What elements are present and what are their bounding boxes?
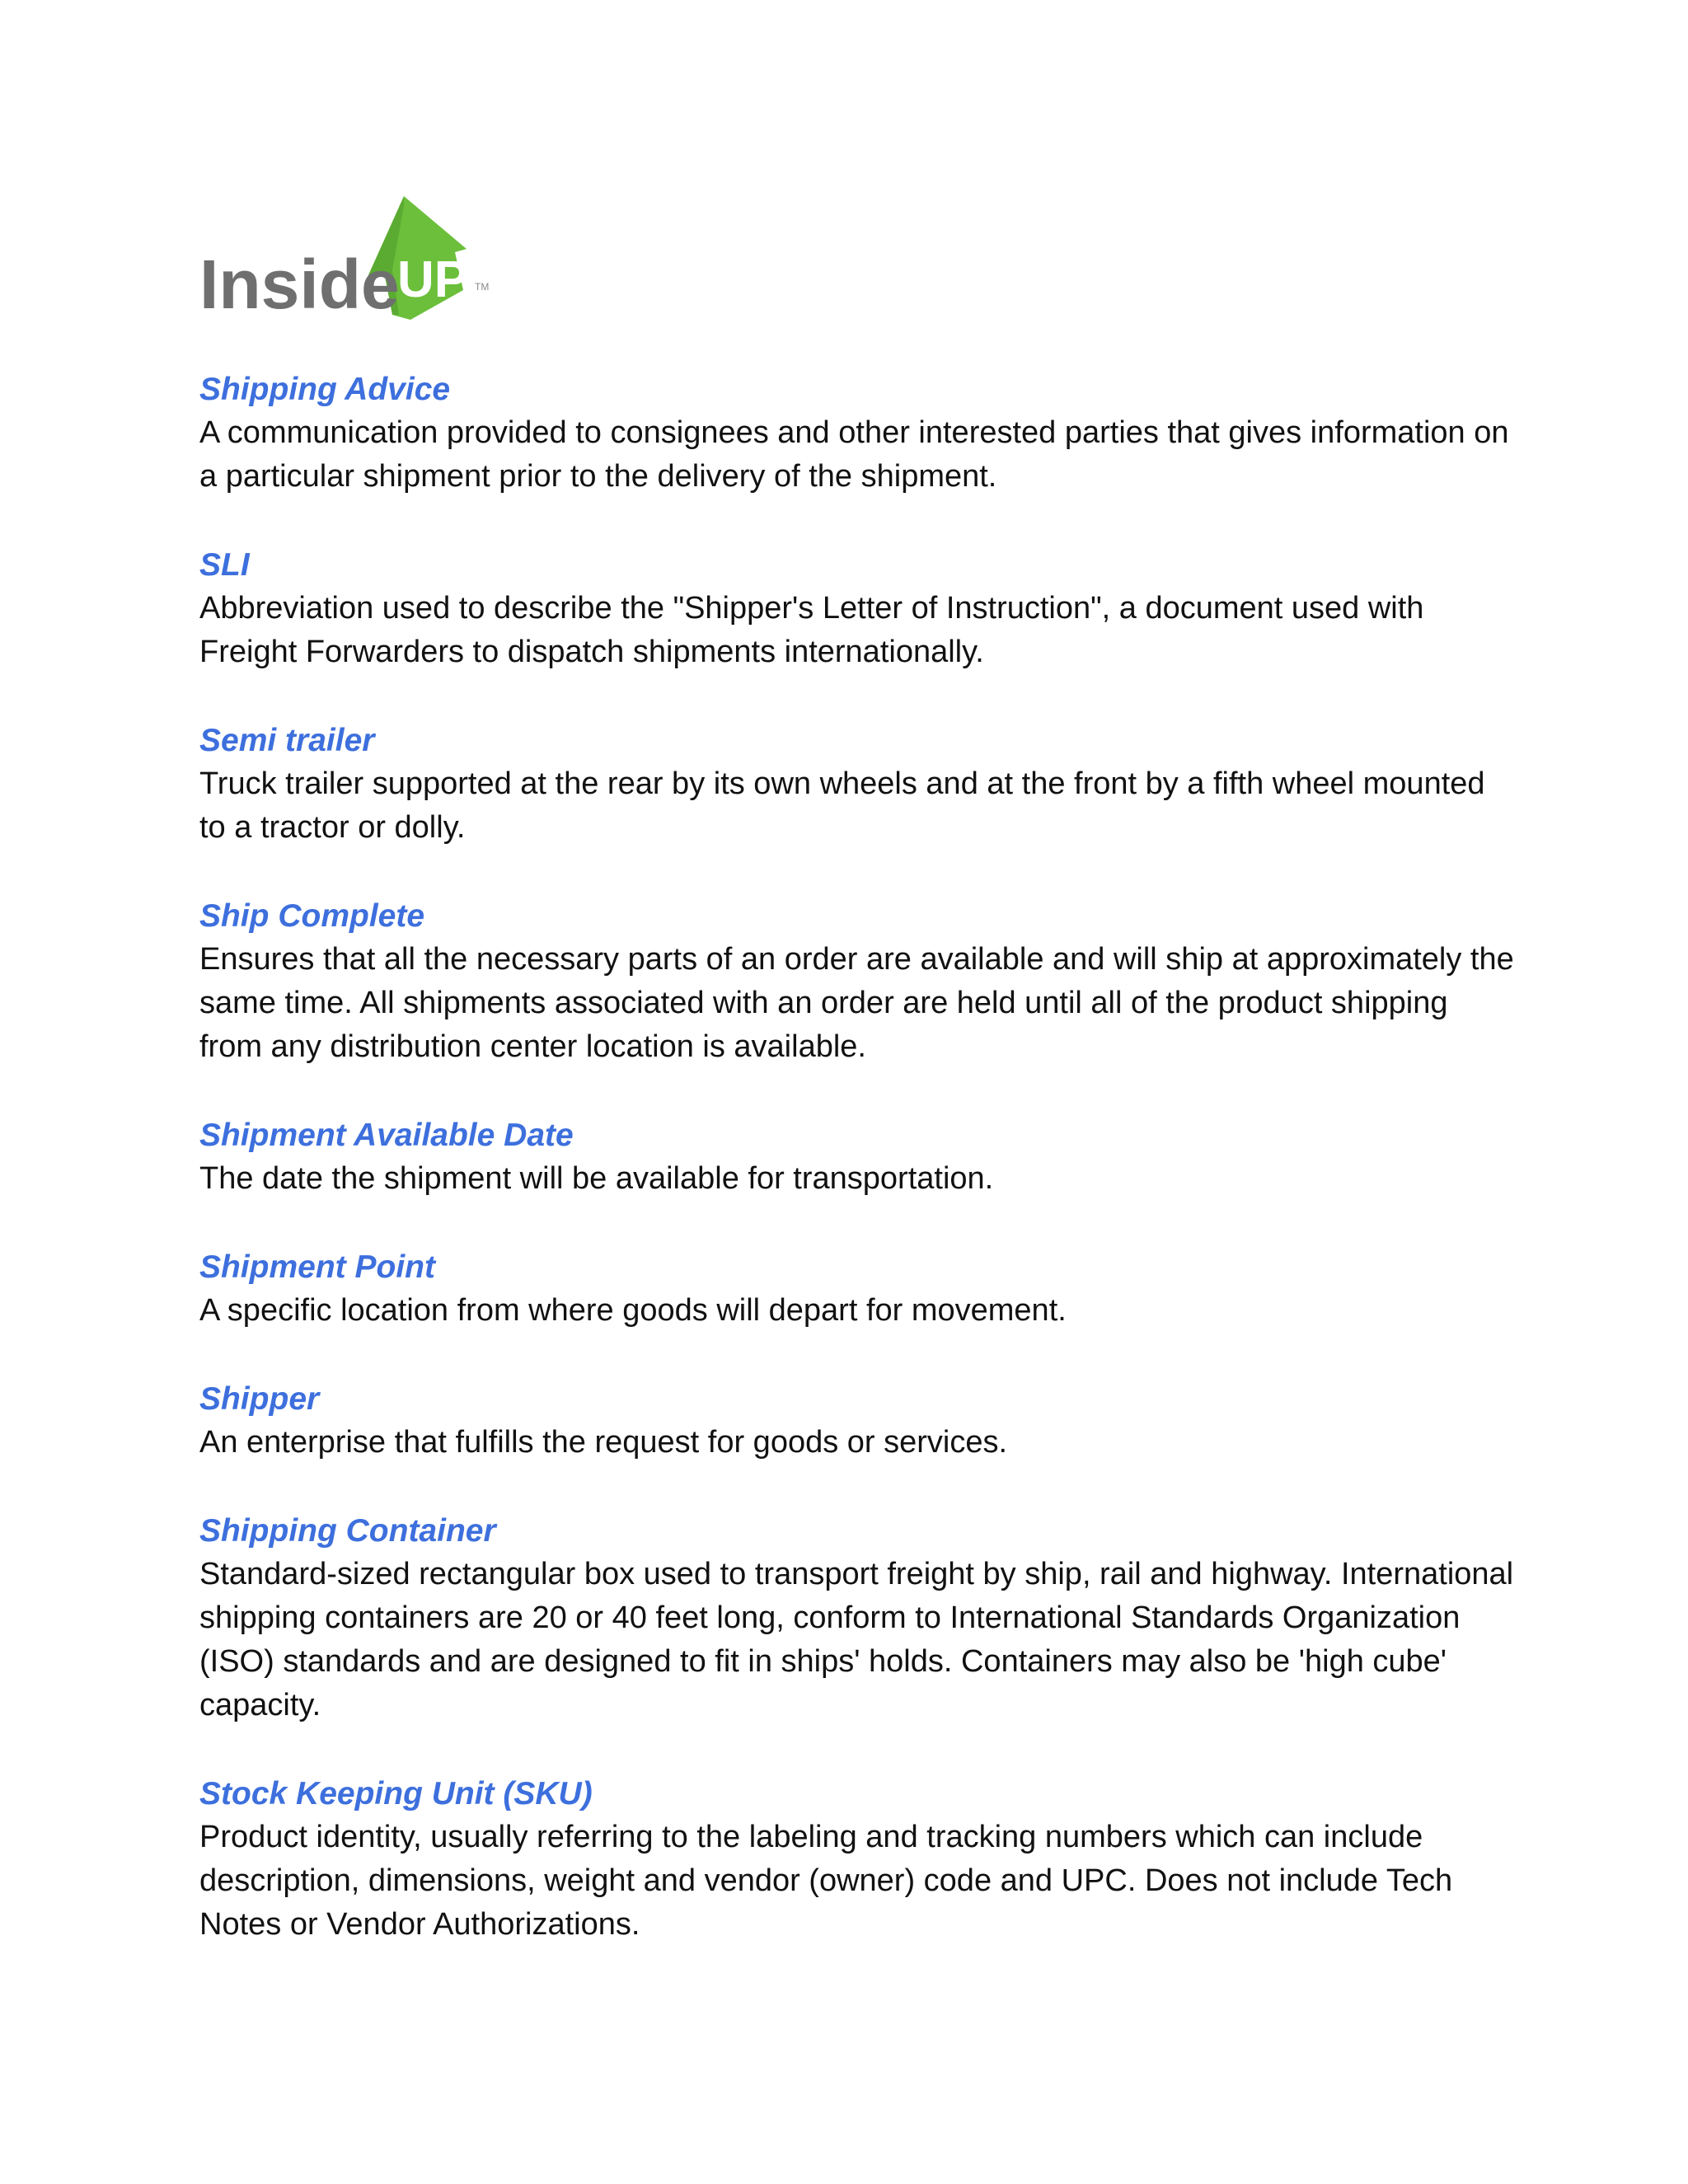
glossary-entry	[199, 894, 1518, 1069]
glossary-term: Shipping Container	[199, 1513, 496, 1549]
glossary-definition: A specific location from where goods will depart for movement.	[199, 1293, 1067, 1328]
glossary-term: Shipment Available Date	[199, 1118, 574, 1153]
logo-up-text: UP	[397, 251, 469, 308]
glossary-entry	[199, 1377, 1518, 1465]
glossary-term: Ship Complete	[199, 898, 425, 934]
glossary-definition: Product identity, usually referring to the labeling and tracking numbers which can include description, dimensions, weight and vendor (owner) code and UPC. Does not include Tech Notes or Vendor Authorizations.	[199, 1820, 1453, 1942]
glossary-term: Shipper	[199, 1381, 320, 1417]
glossary-definition: Ensures that all the necessary parts of an order are available and will ship at approximately the same time. All shipments associated with an order are held until all of the product shipping from any distribution center location is available.	[199, 942, 1514, 1064]
logo-trademark-text: TM	[475, 281, 490, 293]
glossary-entry	[199, 368, 1518, 499]
glossary-definition: Truck trailer supported at the rear by its own wheels and at the front by a fifth wheel mounted to a tractor or dolly.	[199, 766, 1485, 845]
glossary-term: Shipment Point	[199, 1249, 435, 1285]
glossary-definition: A communication provided to consignees and other interested parties that gives information on a particular shipment prior to the delivery of the shipment.	[199, 415, 1509, 494]
glossary-term: Shipping Advice	[199, 372, 451, 407]
glossary-entry	[199, 1772, 1518, 1947]
logo-inside-text: Inside	[199, 246, 400, 323]
glossary-definition: Abbreviation used to describe the "Shipper's Letter of Instruction", a document used with Freight Forwarders to dispatch shipments internationally.	[199, 591, 1424, 669]
glossary-entry	[199, 1113, 1518, 1201]
insideup-logo	[198, 191, 511, 323]
glossary-entry	[199, 1509, 1518, 1727]
glossary-entry	[199, 1245, 1518, 1333]
glossary-entry	[199, 543, 1518, 674]
glossary-definition: Standard-sized rectangular box used to transport freight by ship, rail and highway. International shipping containers are 20 or 40 feet long, conform to International Standards Organization (ISO) standards and are designed to fit in ships' holds. Containers may also be 'high cube' capacity.	[199, 1557, 1514, 1722]
glossary-term: Stock Keeping Unit (SKU)	[199, 1776, 593, 1811]
insideup-logo-graphic	[198, 191, 511, 323]
glossary-definition: The date the shipment will be available for transportation.	[199, 1161, 994, 1196]
glossary-entry	[199, 719, 1518, 850]
glossary-definition: An enterprise that fulfills the request for goods or services.	[199, 1425, 1008, 1460]
glossary-list	[199, 368, 1518, 1991]
glossary-term: Semi trailer	[199, 723, 375, 758]
glossary-term: SLI	[199, 547, 250, 583]
